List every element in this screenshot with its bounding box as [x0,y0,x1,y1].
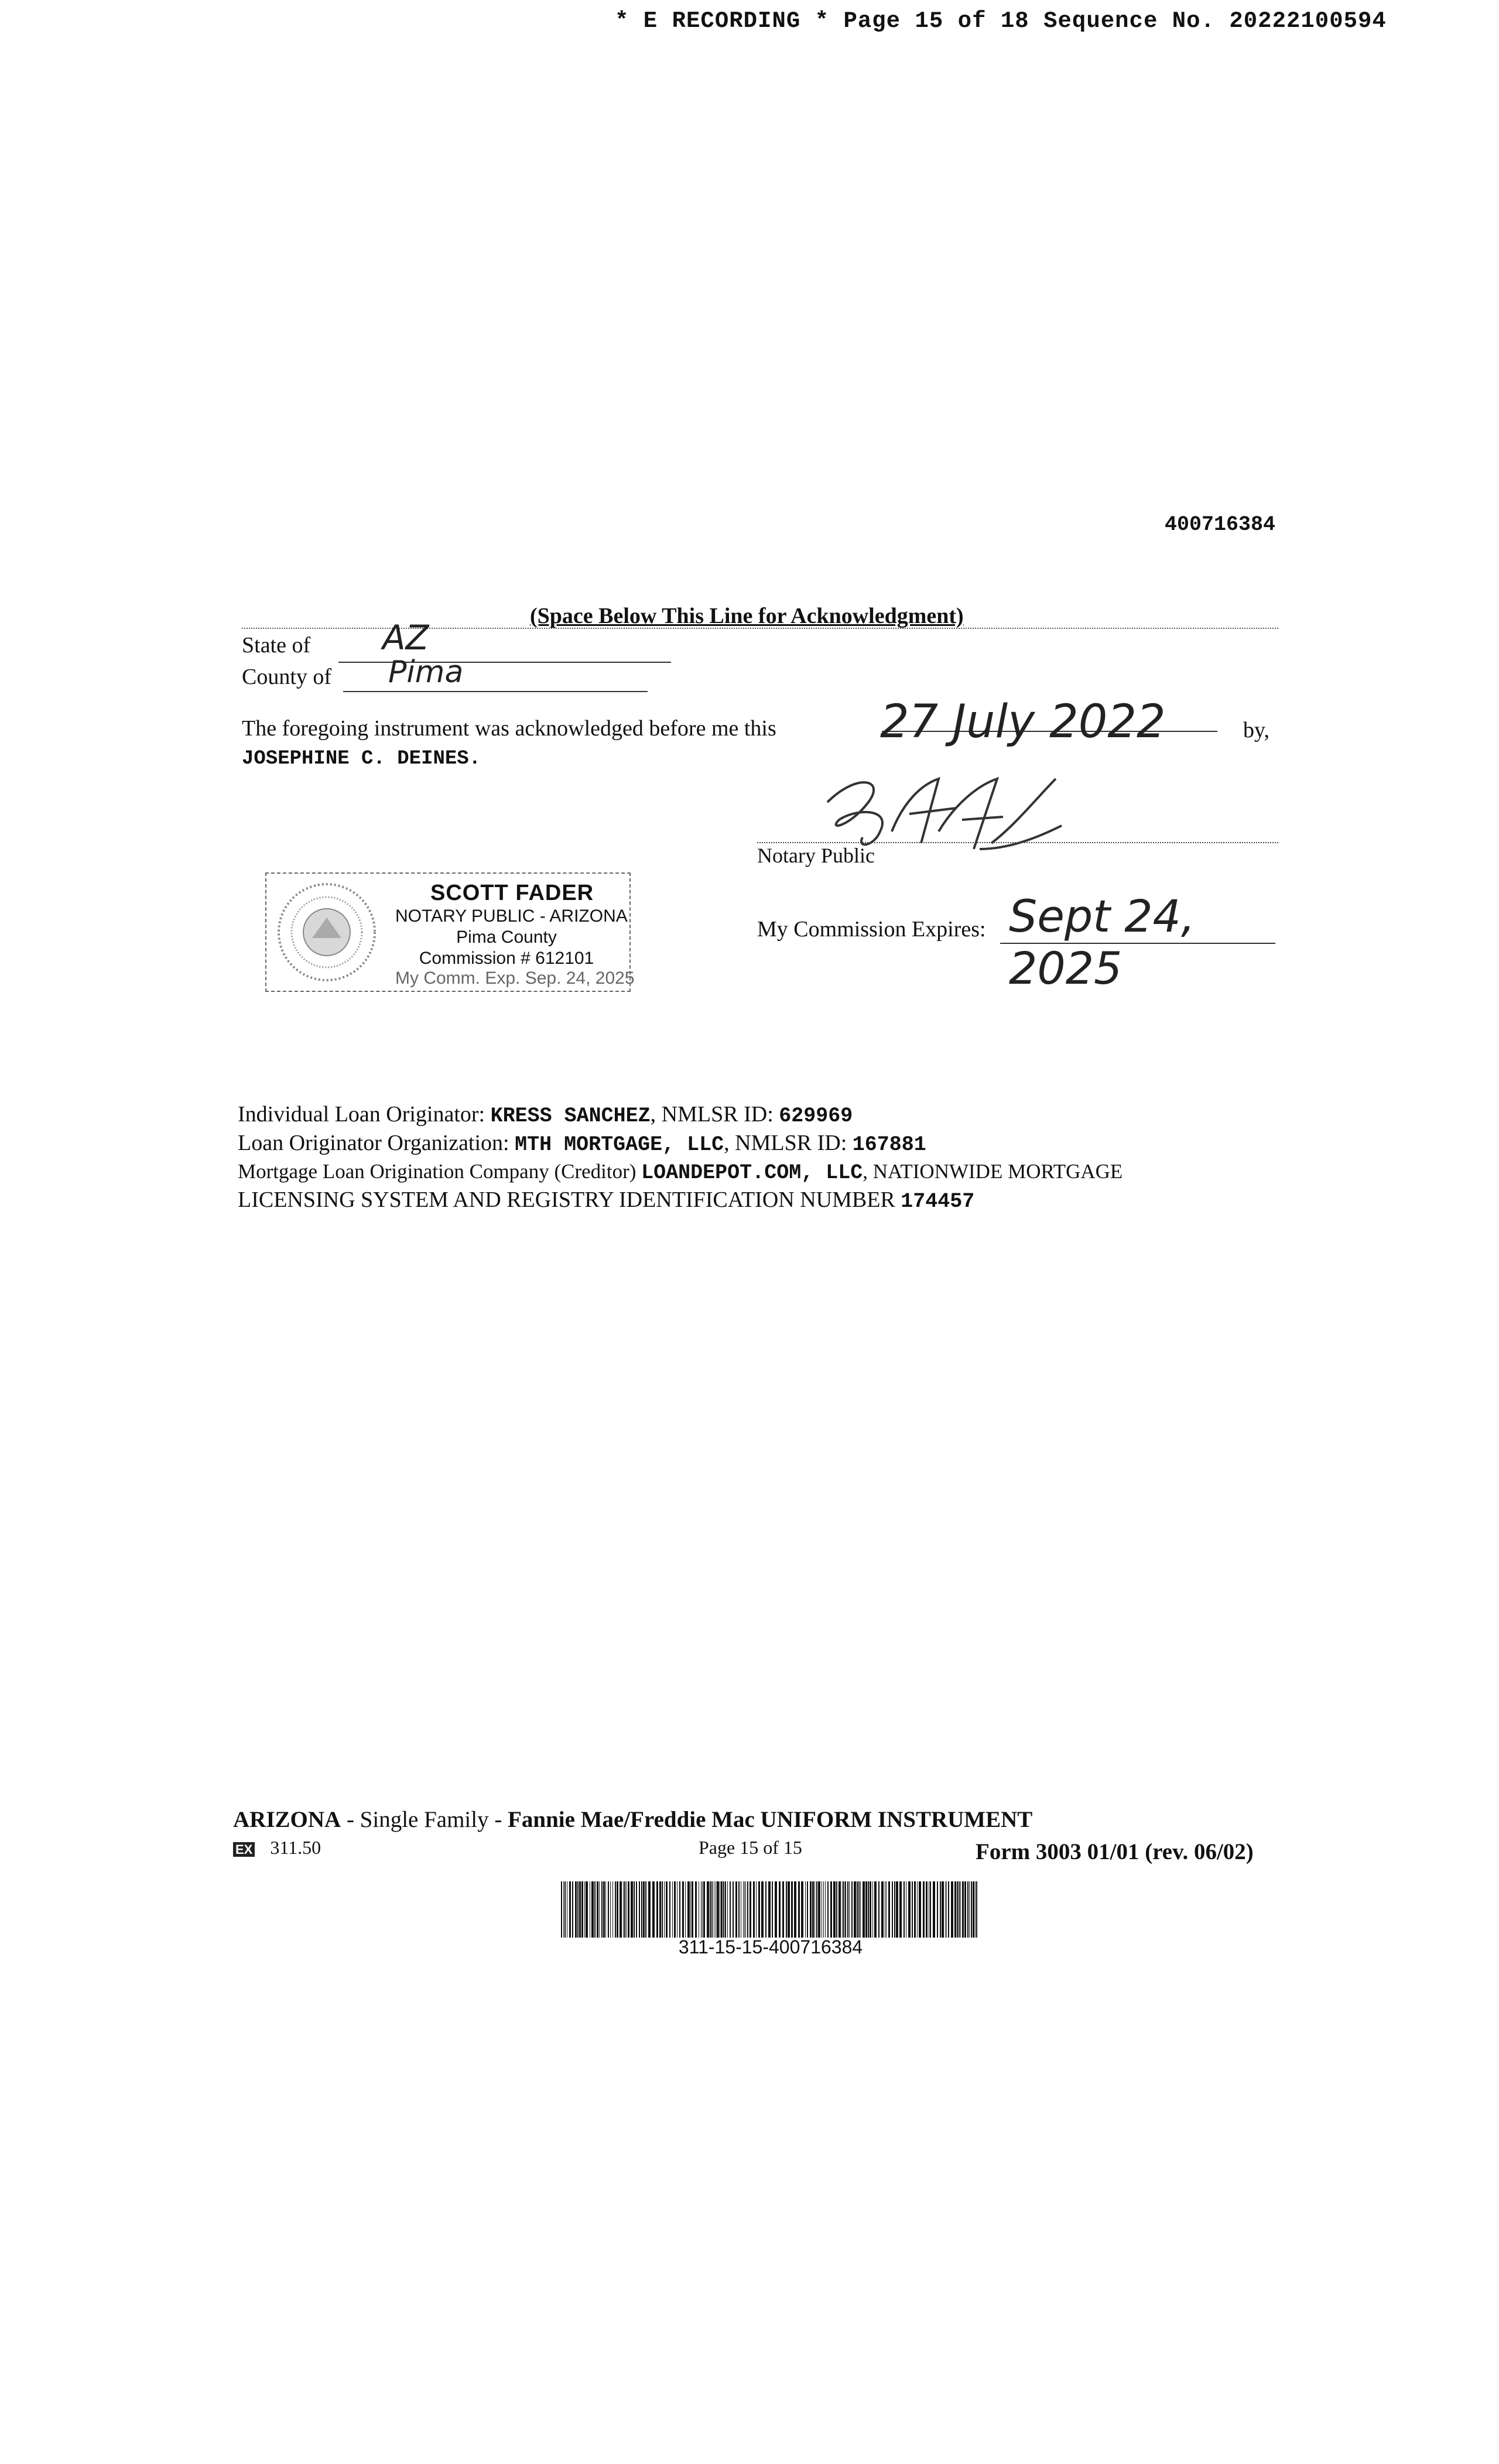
barcode-bar [603,1881,605,1938]
seal-expiration: My Comm. Exp. Sep. 24, 2025 [395,969,635,988]
barcode-bar [823,1881,824,1938]
barcode-bar [584,1881,585,1938]
barcode-bar [768,1881,771,1938]
barcode-bar [569,1881,571,1938]
barcode-bar [703,1881,705,1938]
barcode-bar [801,1881,803,1938]
barcode-bar [735,1881,737,1938]
barcode-bar [733,1881,734,1938]
barcode-text: 311-15-15-400716384 [678,1936,863,1957]
barcode-bar [711,1881,713,1938]
footer-title [233,1806,1032,1833]
barcode-bar [577,1881,579,1938]
individual-originator-name: KRESS SANCHEZ [490,1104,651,1128]
recording-header: * E RECORDING * Page 15 of 18 Sequence No. 20222100594 [615,8,1387,34]
barcode-bar [575,1881,577,1938]
barcode-bar [682,1881,684,1938]
barcode-bar [954,1881,956,1938]
barcode-bar [608,1881,609,1938]
barcode-bar [656,1881,658,1938]
barcode-bar [896,1881,898,1938]
barcode-bar [615,1881,616,1938]
barcode-bar [636,1881,637,1938]
footer-title-bold: Fannie Mae/Freddie Mac UNIFORM INSTRUMENT [508,1807,1033,1832]
barcode-bar [597,1881,598,1938]
barcode-bar [945,1881,946,1938]
barcode-bar [842,1881,843,1938]
organization-nmlsr-label: , NMLSR ID: [724,1131,847,1155]
barcode-bar [926,1881,928,1938]
seal-county: Pima County [456,928,557,947]
barcode [561,1881,980,1938]
barcode-bar [959,1881,960,1938]
barcode-bar [818,1881,820,1938]
barcode-bar [648,1881,651,1938]
barcode-bar [836,1881,837,1938]
barcode-bar [730,1881,731,1938]
barcode-bar [847,1881,848,1938]
barcode-bar [775,1881,777,1938]
barcode-bar [725,1881,726,1938]
barcode-bar [758,1881,760,1938]
barcode-bar [659,1881,661,1938]
footer-state: ARIZONA [233,1807,341,1832]
barcode-bar [666,1881,668,1938]
barcode-bar [872,1881,873,1938]
barcode-bar [721,1881,723,1938]
barcode-bar [975,1881,976,1938]
creditor-suffix: , NATIONWIDE MORTGAGE [863,1160,1123,1183]
barcode-bar [623,1881,624,1938]
organization-line [238,1130,1292,1158]
barcode-bar [601,1881,603,1938]
barcode-bar [685,1881,686,1938]
barcode-bar [798,1881,800,1938]
loan-number: 400716384 [1164,513,1275,536]
barcode-bar [626,1881,627,1938]
barcode-bar [744,1881,745,1938]
form-code-badge-icon: EX [233,1842,255,1857]
barcode-bar [605,1881,606,1938]
state-value: AZ [382,618,429,658]
barcode-bar [937,1881,938,1938]
barcode-bar [564,1881,566,1938]
barcode-bar [888,1881,890,1938]
barcode-bar [814,1881,815,1938]
barcode-bar [612,1881,613,1938]
barcode-bar [967,1881,968,1938]
barcode-bar [761,1881,764,1938]
barcode-bar [594,1881,596,1938]
individual-nmlsr-id: 629969 [779,1104,853,1128]
barcode-bar [645,1881,646,1938]
barcode-bar [886,1881,887,1938]
barcode-bar [617,1881,618,1938]
barcode-bar [723,1881,724,1938]
barcode-bar [973,1881,974,1938]
acknowledgment-date: 27 July 2022 [880,696,1166,748]
barcode-bar [805,1881,806,1938]
barcode-bar [579,1881,581,1938]
form-footer [233,1806,1281,2041]
barcode-bar [851,1881,853,1938]
barcode-bar [620,1881,622,1938]
barcode-bar [830,1881,832,1938]
barcode-bar [695,1881,697,1938]
barcode-bar [849,1881,850,1938]
barcode-bar [788,1881,790,1938]
barcode-bar [786,1881,787,1938]
signer-name: JOSEPHINE C. DEINES. [242,748,481,770]
licensing-number: 174457 [901,1190,975,1213]
seal-commission-number: Commission # 612101 [419,949,594,968]
licensing-line [238,1186,1292,1215]
barcode-bar [870,1881,871,1938]
footer-code-number: 311.50 [270,1837,321,1858]
barcode-bar [946,1881,947,1938]
barcode-bar [672,1881,673,1938]
barcode-bar [843,1881,844,1938]
barcode-bar [962,1881,964,1938]
barcode-bar [874,1881,877,1938]
barcode-bar [652,1881,655,1938]
barcode-bar [643,1881,645,1938]
barcode-bar [765,1881,766,1938]
barcode-bar [960,1881,961,1938]
licensing-text: LICENSING SYSTEM AND REGISTRY IDENTIFICATION NUMBER [238,1187,895,1212]
footer-code [233,1837,321,1859]
footer-title-mid: - Single Family - [341,1807,508,1832]
barcode-bar [669,1881,670,1938]
barcode-bar [610,1881,611,1938]
notary-public-label: Notary Public [757,844,875,867]
barcode-bar [810,1881,812,1938]
barcode-bar [833,1881,836,1938]
barcode-bar [639,1881,640,1938]
state-seal-emblem-icon [271,879,382,985]
barcode-bar [919,1881,921,1938]
barcode-bar [702,1881,703,1938]
barcode-bar [599,1881,600,1938]
barcode-bar [631,1881,633,1938]
barcode-bar [717,1881,719,1938]
barcode-bar [563,1881,564,1938]
barcode-bar [727,1881,728,1938]
barcode-bar [917,1881,918,1938]
by-text: by, [1243,718,1270,742]
barcode-bar [942,1881,944,1938]
barcode-bar [674,1881,676,1938]
barcode-bar [930,1881,931,1938]
barcode-bar [948,1881,949,1938]
county-value: Pima [388,655,464,690]
commission-expiration-date: Sept 24, 2025 [1009,890,1196,994]
barcode-bar [586,1881,588,1938]
barcode-bar [957,1881,958,1938]
barcode-bar [779,1881,781,1938]
barcode-bar [860,1881,861,1938]
barcode-bar [710,1881,711,1938]
organization-name: MTH MORTGAGE, LLC [515,1133,724,1156]
barcode-bar [964,1881,966,1938]
barcode-bar [692,1881,693,1938]
barcode-bar [908,1881,911,1938]
barcode-bar [707,1881,709,1938]
barcode-bar [807,1881,808,1938]
barcode-bar [690,1881,691,1938]
barcode-bar [858,1881,860,1938]
seal-title: NOTARY PUBLIC - ARIZONA [395,906,628,926]
creditor-label: Mortgage Loan Origination Company (Creditor) [238,1160,636,1183]
barcode-bar [863,1881,865,1938]
barcode-bar [641,1881,642,1938]
barcode-bar [772,1881,773,1938]
creditor-name: LOANDEPOT.COM, LLC [641,1161,863,1185]
space-below-label: (Space Below This Line for Acknowledgment) [530,604,964,628]
barcode-bar [747,1881,748,1938]
barcode-bar [750,1881,751,1938]
barcode-bar [868,1881,869,1938]
barcode-bar [854,1881,856,1938]
barcode-bar [738,1881,740,1938]
barcode-bar [940,1881,941,1938]
barcode-bar [753,1881,755,1938]
barcode-bar [894,1881,895,1938]
originator-info [238,1101,1292,1215]
organization-label: Loan Originator Organization: [238,1131,509,1155]
barcode-bar [951,1881,953,1938]
foregoing-text: The foregoing instrument was acknowledged before me this [242,716,776,741]
barcode-bar [976,1881,977,1938]
barcode-bar [624,1881,625,1938]
barcode-bar [865,1881,867,1938]
barcode-bar [914,1881,916,1938]
barcode-bar [581,1881,583,1938]
barcode-bar [969,1881,970,1938]
barcode-bar [878,1881,879,1938]
barcode-bar [899,1881,902,1938]
barcode-bar [794,1881,796,1938]
barcode-bar [857,1881,858,1938]
barcode-bar [923,1881,925,1938]
barcode-bar [572,1881,573,1938]
barcode-bar [892,1881,893,1938]
notary-seal [265,872,635,992]
creditor-line [238,1158,1292,1186]
barcode-bar [912,1881,913,1938]
barcode-bar [791,1881,793,1938]
barcode-bar [628,1881,629,1938]
barcode-bar [782,1881,784,1938]
barcode-bar [839,1881,841,1938]
barcode-bar [933,1881,935,1938]
barcode-bar [971,1881,972,1938]
barcode-bar [756,1881,757,1938]
individual-nmlsr-label: , NMLSR ID: [650,1102,774,1127]
barcode-bar [591,1881,594,1938]
barcode-bar [561,1881,562,1938]
footer-form-number: Form 3003 01/01 (rev. 06/02) [976,1839,1254,1864]
barcode-bar [745,1881,746,1938]
barcode-bar [679,1881,680,1938]
seal-notary-name: SCOTT FADER [430,881,594,905]
individual-originator-label: Individual Loan Originator: [238,1102,485,1127]
barcode-bar [664,1881,665,1938]
organization-nmlsr-id: 167881 [852,1133,926,1156]
barcode-bar [743,1881,744,1938]
barcode-bar [816,1881,817,1938]
barcode-bar [903,1881,905,1938]
state-label: State of [242,633,311,658]
barcode-bar [881,1881,884,1938]
footer-page-number: Page 15 of 15 [699,1837,802,1858]
barcode-bar [687,1881,690,1938]
commission-expires-label: My Commission Expires: [757,917,986,942]
barcode-bar [825,1881,826,1938]
barcode-bar [634,1881,635,1938]
barcode-bar [845,1881,846,1938]
barcode-bar [812,1881,814,1938]
barcode-bar [662,1881,663,1938]
county-label: County of [242,665,332,689]
individual-originator-line [238,1101,1292,1130]
barcode-bar [827,1881,829,1938]
